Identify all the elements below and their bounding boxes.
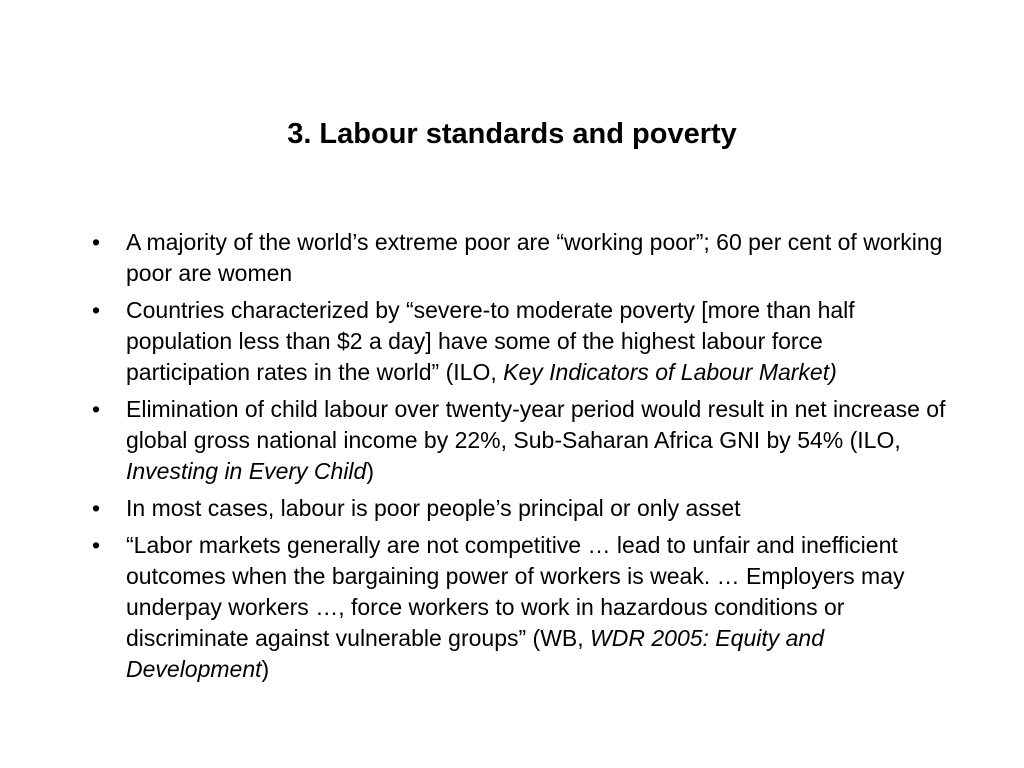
bullet-text — [126, 493, 946, 524]
bullet-text — [126, 295, 946, 388]
bullet-text-part: Elimination of child labour over twenty-year period would result in net increase of global gross national income by 22%, Sub-Saharan Africa GNI by 54% (ILO, — [126, 396, 946, 453]
bullet-text-part: In most cases, labour is poor people’s principal or only asset — [126, 495, 741, 521]
bullet-marker: • — [91, 396, 101, 422]
source-title: Key Indicators of Labour Market) — [503, 359, 837, 385]
bullet-text-part: Countries characterized by “severe-to moderate poverty [more than half population less than $2 a day] have some of the highest labour force participation rates in the world” (ILO, — [126, 297, 855, 385]
bullet-text-part: A majority of the world’s extreme poor are “working poor”; 60 per cent of working poor are women — [126, 229, 943, 286]
source-title: Investing in Every Child — [126, 458, 367, 484]
bullet-text-suffix: ) — [366, 458, 375, 484]
bullet-marker: • — [91, 297, 101, 323]
bullet-item-4 — [86, 493, 946, 524]
bullet-marker: • — [91, 532, 101, 558]
bullet-item-2 — [86, 295, 946, 388]
bullet-item-5 — [86, 530, 946, 685]
bullet-text-part: “Labor markets generally are not competitive … lead to unfair and inefficient outcomes when the bargaining power of workers is weak. … Employers may underpay workers …, force workers to work in hazardous conditions or discriminate against vulnerable groups” (WB, — [126, 532, 905, 651]
bullet-marker: • — [91, 495, 101, 521]
slide-title: 3. Labour standards and poverty — [287, 118, 737, 150]
bullet-item-1 — [86, 227, 946, 289]
bullet-text — [126, 394, 946, 487]
bullet-text-suffix: ) — [261, 656, 270, 682]
bullet-marker: • — [91, 229, 101, 255]
bullet-text — [126, 530, 946, 685]
bullet-text — [126, 227, 946, 289]
source-title: WDR 2005: Equity and Development — [126, 625, 824, 682]
bullet-item-3 — [86, 394, 946, 487]
bullet-list — [86, 227, 946, 691]
